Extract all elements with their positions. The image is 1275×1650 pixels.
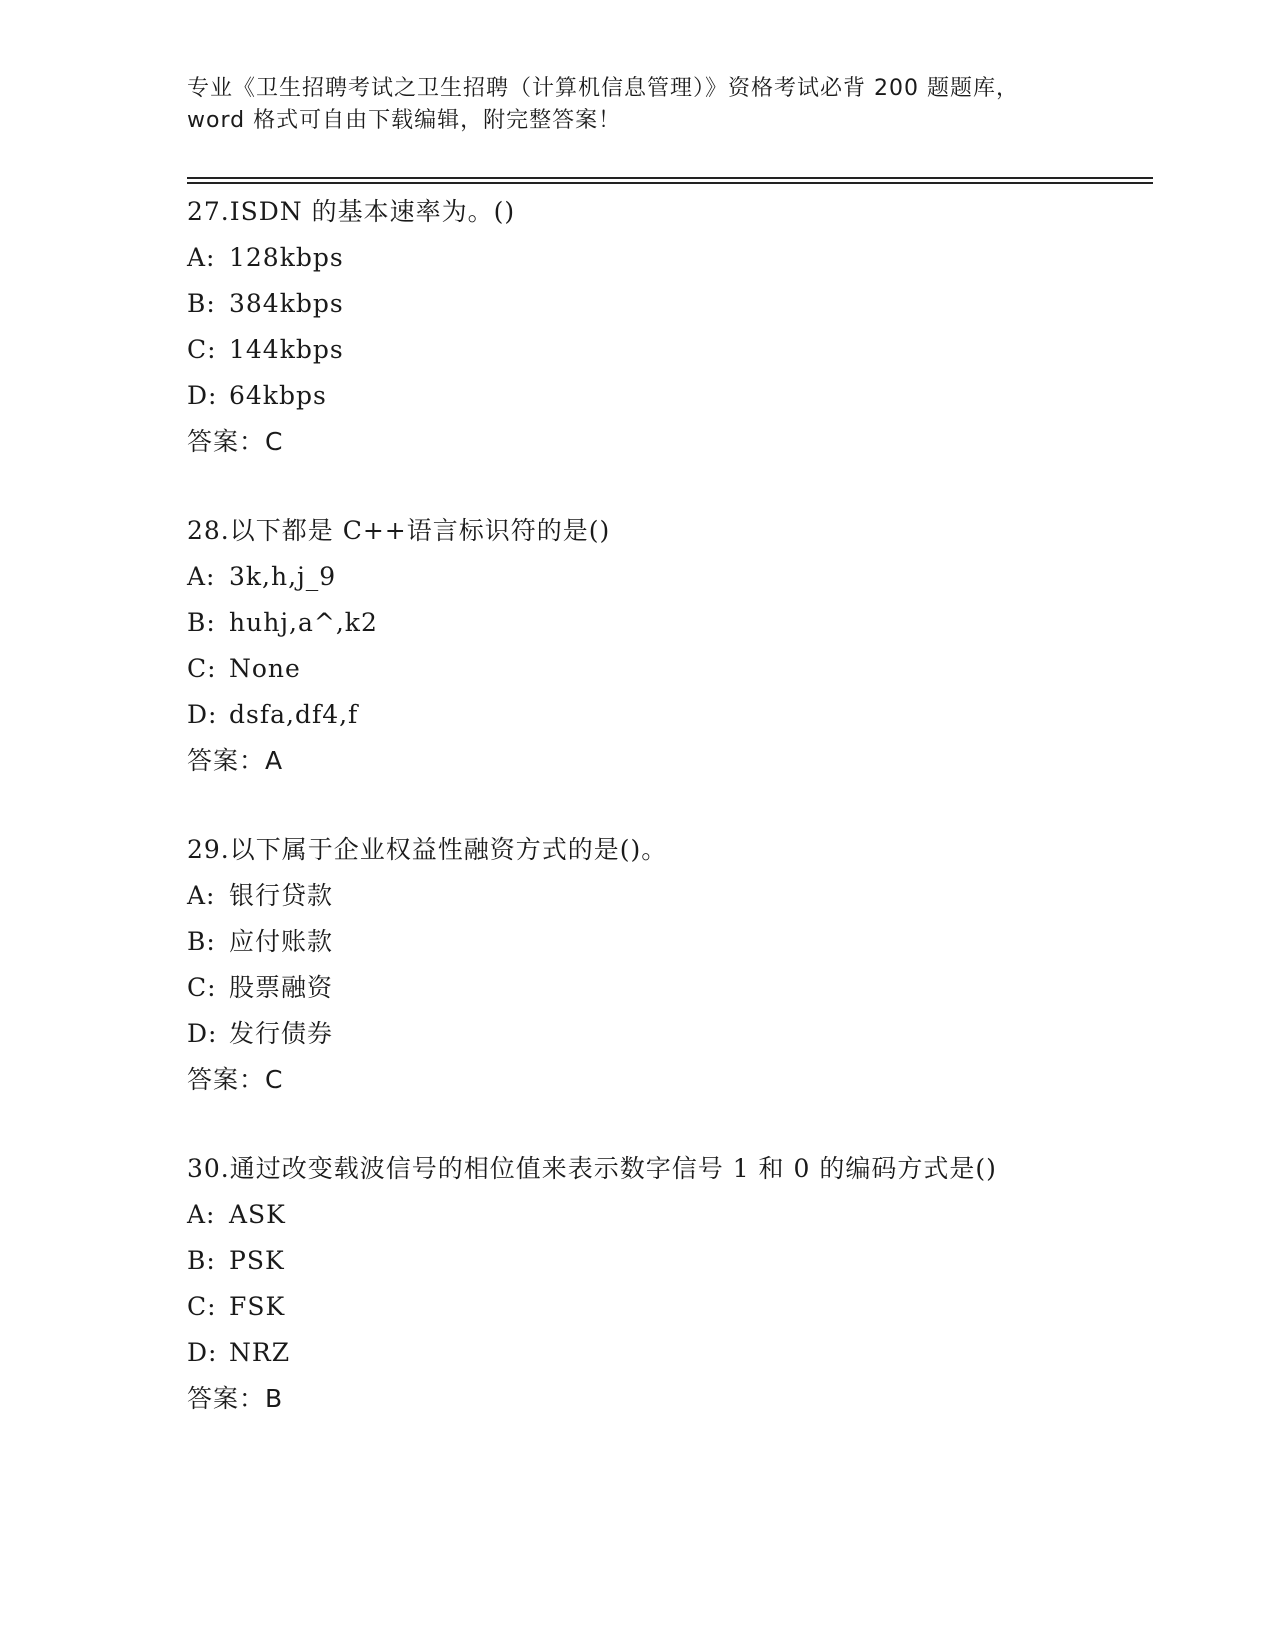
question-block	[187, 508, 1187, 784]
option-text: 发行债券	[229, 1019, 334, 1048]
option-d	[187, 1011, 1187, 1057]
question-block	[187, 827, 1187, 1103]
option-letter: C:	[187, 335, 217, 364]
option-c	[187, 646, 1187, 692]
option-letter: A:	[187, 243, 216, 272]
option-text: 128kbps	[229, 243, 344, 272]
answer-line: 答案：A	[187, 746, 284, 775]
option-text: None	[229, 654, 301, 683]
option-b	[187, 600, 1187, 646]
option-b	[187, 281, 1187, 327]
question-stem: 28.以下都是 C++语言标识符的是()	[187, 516, 611, 545]
answer-line: 答案：B	[187, 1384, 284, 1413]
option-letter: A:	[187, 881, 216, 910]
option-text: 股票融资	[229, 973, 334, 1002]
option-a	[187, 1192, 1187, 1238]
option-a	[187, 235, 1187, 281]
option-text: 应付账款	[229, 927, 334, 956]
question-stem: 27.ISDN 的基本速率为。()	[187, 197, 516, 226]
option-c	[187, 1284, 1187, 1330]
answer-line: 答案：C	[187, 1065, 284, 1094]
option-d	[187, 373, 1187, 419]
option-letter: C:	[187, 973, 217, 1002]
option-letter: D:	[187, 1019, 218, 1048]
option-d	[187, 692, 1187, 738]
option-letter: A:	[187, 562, 216, 591]
option-letter: B:	[187, 1246, 216, 1275]
option-letter: C:	[187, 654, 217, 683]
option-letter: D:	[187, 700, 218, 729]
option-text: ASK	[229, 1200, 286, 1229]
option-c	[187, 327, 1187, 373]
option-text: dsfa,df4,f	[229, 700, 359, 729]
option-text: NRZ	[229, 1338, 291, 1367]
option-b	[187, 919, 1187, 965]
option-text: 384kbps	[229, 289, 344, 318]
header-divider-bottom	[187, 182, 1153, 184]
header-divider-top	[187, 177, 1153, 179]
option-letter: B:	[187, 608, 216, 637]
question-block	[187, 1146, 1187, 1422]
option-text: 64kbps	[229, 381, 327, 410]
option-letter: C:	[187, 1292, 217, 1321]
option-a	[187, 873, 1187, 919]
option-letter: B:	[187, 289, 216, 318]
option-text: PSK	[229, 1246, 285, 1275]
option-letter: D:	[187, 381, 218, 410]
option-c	[187, 965, 1187, 1011]
document-header	[187, 73, 1087, 137]
option-letter: B:	[187, 927, 216, 956]
option-text: FSK	[229, 1292, 286, 1321]
option-b	[187, 1238, 1187, 1284]
question-stem: 29.以下属于企业权益性融资方式的是()。	[187, 835, 668, 864]
option-letter: D:	[187, 1338, 218, 1367]
option-a	[187, 554, 1187, 600]
question-stem: 30.通过改变载波信号的相位值来表示数字信号 1 和 0 的编码方式是()	[187, 1154, 997, 1183]
option-text: 144kbps	[229, 335, 344, 364]
header-line-2: word 格式可自由下载编辑，附完整答案！	[187, 108, 622, 133]
option-text: 3k,h,j_9	[229, 562, 337, 591]
option-text: 银行贷款	[229, 881, 334, 910]
answer-line: 答案：C	[187, 427, 284, 456]
header-line-1: 专业《卫生招聘考试之卫生招聘（计算机信息管理）》资格考试必背 200 题题库，	[187, 76, 1019, 101]
option-text: huhj,a^,k2	[229, 608, 378, 637]
option-d	[187, 1330, 1187, 1376]
option-letter: A:	[187, 1200, 216, 1229]
question-block	[187, 189, 1187, 465]
